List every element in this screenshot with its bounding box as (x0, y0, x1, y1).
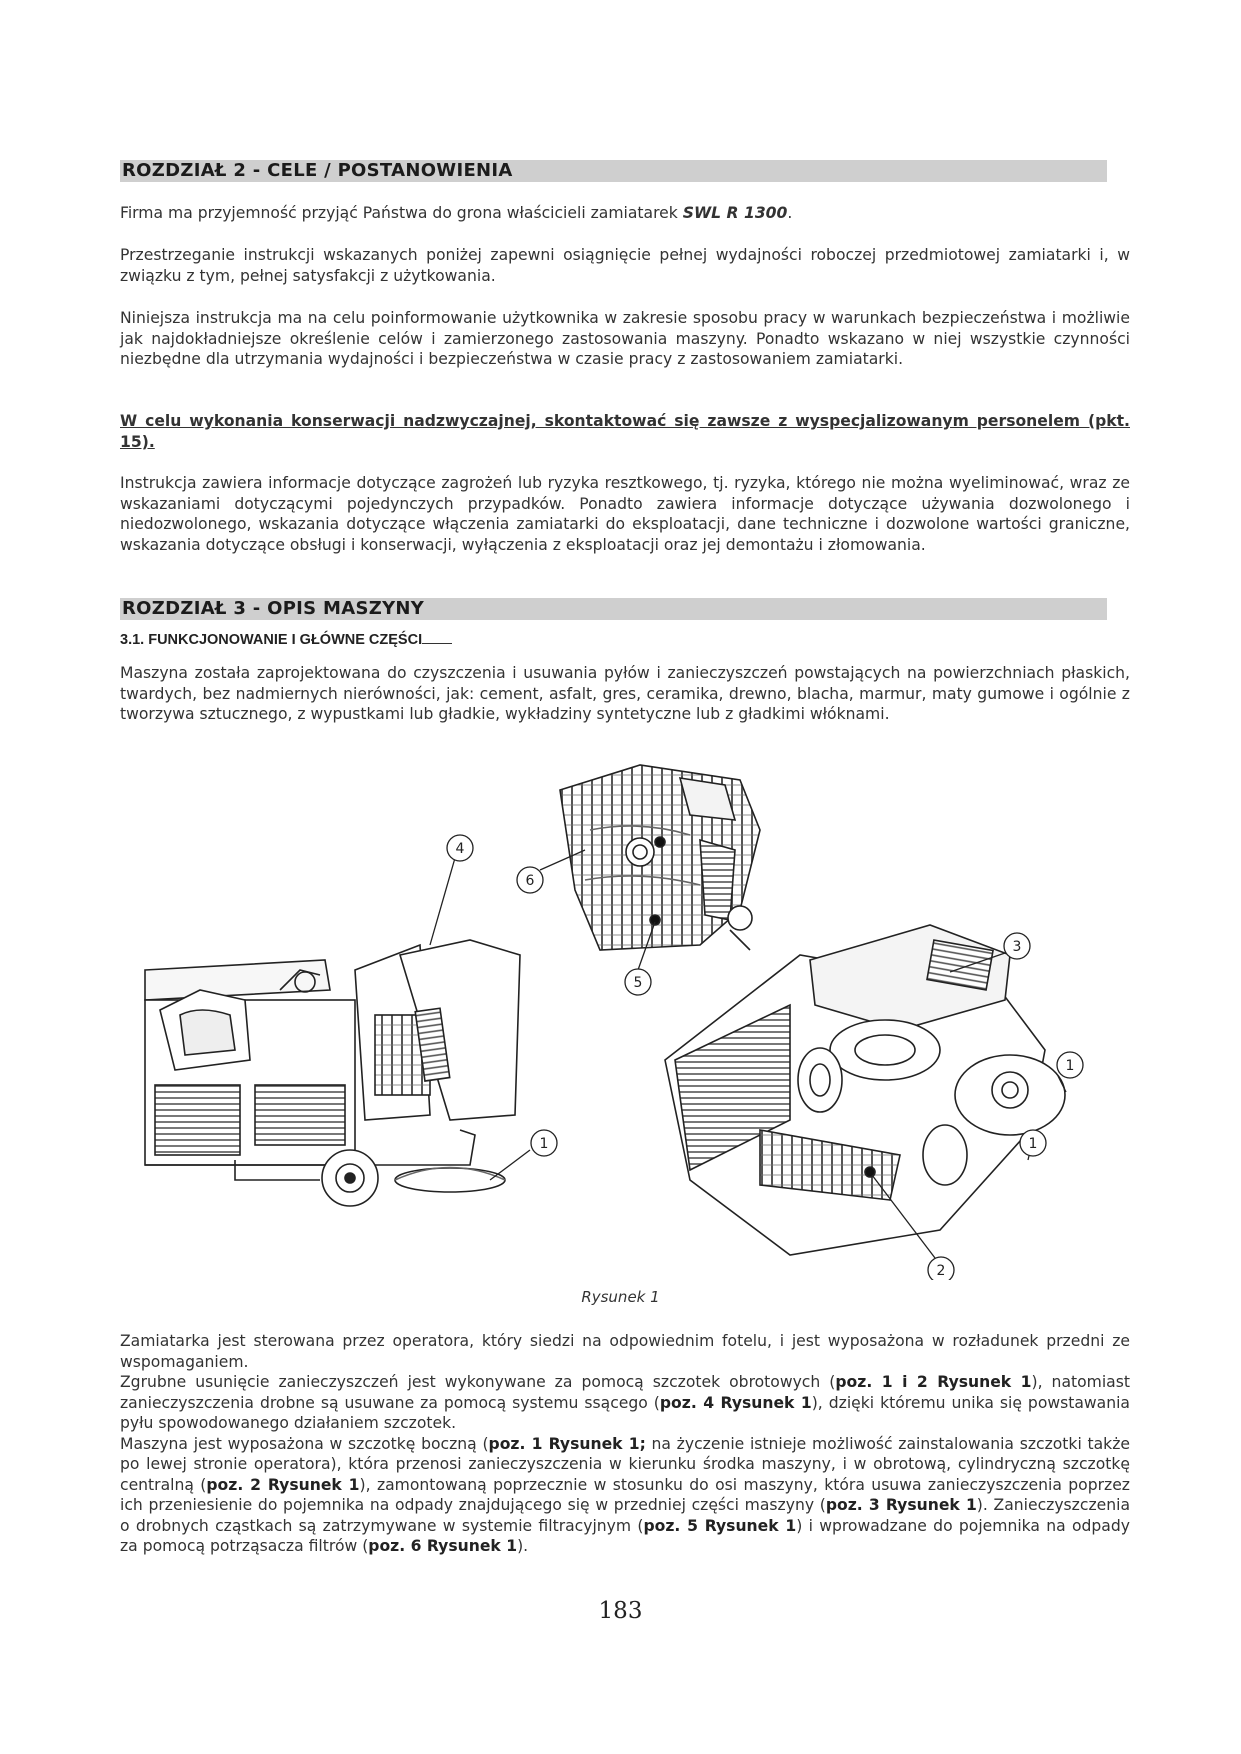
text-run: ), natomiast zanieczyszczenia drobne są usuwane za pomocą systemu ssącego ( (120, 1373, 1130, 1412)
sweeper-side-view (145, 940, 520, 1206)
ref-side-brush: poz. 1 Rysunek 1; (488, 1434, 646, 1453)
residual-risk-paragraph: Instrukcja zawiera informacje dotyczące zagrożeń lub ryzyka resztkowego, tj. ryzyka, którego nie można wyeliminować, wraz ze wskazaniami dotyczącymi pojedynczych przypadków. Ponadto zawiera informacje dotyczące używania dozwolonego i niedozwolonego, wskazania dotyczące włączenia zamiatarki do eksploatacji, dane techniczne i dozwolone wartości graniczne, wskazania dotyczące obsługi i konserwacji, wyłączenia z eksploatacji oraz jej demontażu i złomowania. (120, 474, 1130, 554)
description-sentence-1: Zamiatarka jest sterowana przez operatora, który siedzi na odpowiednim fotelu, i jest wyposażona w rozładunek przedni ze wspomaganiem. (120, 1332, 1130, 1371)
callout-1-right-bottom: 1 (1028, 1136, 1038, 1152)
intro-end: . (787, 204, 793, 222)
ref-hopper: poz. 3 Rysunek 1 (825, 1496, 977, 1514)
chapter-2-heading: ROZDZIAŁ 2 - CELE / POSTANOWIENIA (120, 160, 1107, 182)
chapter-3-heading: ROZDZIAŁ 3 - OPIS MASZYNY (120, 598, 1107, 620)
ref-filter: poz. 5 Rysunek 1 (643, 1516, 797, 1535)
text-run: ). (517, 1537, 529, 1555)
compliance-paragraph: Przestrzeganie instrukcji wskazanych poniżej zapewni osiągnięcie pełnej wydajności roboczej przedmiotowej zamiatarki i, w związku z tym, pełnej satysfakcji z użytkowania. (120, 246, 1130, 285)
callout-1-left: 1 (539, 1136, 549, 1152)
purpose-paragraph: Niniejsza instrukcja ma na celu poinformowanie użytkownika w zakresie sposobu pracy w warunkach bezpieczeństwa i możliwie jak najdokładniejsze określenie celów i zamierzonego zastosowania maszyny. Ponadto wskazano w niej wszystkie czynności niezbędne dla utrzymania wydajności i bezpieczeństwa w czasie pracy z zastosowaniem zamiatarki. (120, 309, 1130, 368)
sweeper-underside-view (665, 906, 1065, 1255)
text-run: ), zamontowaną poprzecznie w stosunku do osi maszyny, która usuwa zanieczyszczenia poprzez ich przeniesienie do pojemnika na odpady znajdującego się w przedniej części maszyny ( (120, 1475, 1130, 1514)
text-run: Zgrubne usunięcie zanieczyszczeń jest wykonywane za pomocą szczotek obrotowych ( (120, 1373, 836, 1391)
text-run: Maszyna jest wyposażona w szczotkę boczną ( (120, 1434, 489, 1453)
description-sentence-3 (120, 1434, 1130, 1557)
text-run: ), dzięki któremu unika się powstawania pyłu spowodowanego działaniem szczotek. (120, 1393, 1130, 1432)
intro-paragraph (120, 203, 1130, 224)
callout-2: 2 (936, 1263, 946, 1279)
callout-3: 3 (1012, 939, 1022, 955)
page-number: 183 (598, 1598, 643, 1624)
figure-1-drawing (0, 760, 1241, 1280)
figure-caption: Rysunek 1 (581, 1288, 660, 1306)
callout-6: 6 (525, 873, 535, 889)
description-paragraph (120, 1331, 1130, 1557)
ref-filter-shaker: poz. 6 Rysunek 1 (368, 1537, 518, 1555)
description-sentence-2 (120, 1372, 1130, 1434)
callout-1-right-top: 1 (1065, 1058, 1075, 1074)
ref-suction: poz. 4 Rysunek 1 (659, 1393, 812, 1412)
section-3-1-title: 3.1. FUNKCJONOWANIE I GŁÓWNE CZĘŚCI (120, 632, 423, 648)
callout-5: 5 (633, 975, 643, 991)
model-name: SWL R 1300 (682, 204, 788, 222)
text-run: na życzenie istnieje możliwość zainstalowania szczotki także po lewej stronie operatora), która przenosi zanieczyszczenia w kierunku środka maszyny, i w obrotową, cylindryczną szczotkę centralną ( (120, 1434, 1130, 1494)
machine-purpose-paragraph: Maszyna została zaprojektowana do czyszczenia i usuwania pyłów i zanieczyszczeń powstających na powierzchniach płaskich, twardych, bez nadmiernych nierówności, jak: cement, asfalt, gres, ceramika, drewno, blacha, marmur, maty gumowe i ogólnie z tworzywa sztucznego, z wypustkami lub gładkie, wykładziny syntetyczne lub z gładkimi włóknami. (120, 664, 1130, 723)
text-run: ) i wprowadzane do pojemnika na odpady za pomocą potrząsacza filtrów ( (120, 1516, 1130, 1555)
maintenance-warning: W celu wykonania konserwacji nadzwyczajnej, skontaktować się zawsze z wyspecjalizowanym personelem (pkt. 15). (120, 412, 1130, 451)
ref-brushes: poz. 1 i 2 Rysunek 1 (835, 1373, 1032, 1391)
callout-4: 4 (455, 841, 465, 857)
intro-text: Firma ma przyjemność przyjąć Państwa do grona właścicieli zamiatarek (120, 204, 683, 222)
section-3-1-heading (120, 632, 452, 648)
text-run: ). Zanieczyszczenia o drobnych cząstkach są zatrzymywane w systemie filtracyjnym ( (120, 1496, 1130, 1535)
ref-central-brush: poz. 2 Rysunek 1 (206, 1475, 360, 1494)
